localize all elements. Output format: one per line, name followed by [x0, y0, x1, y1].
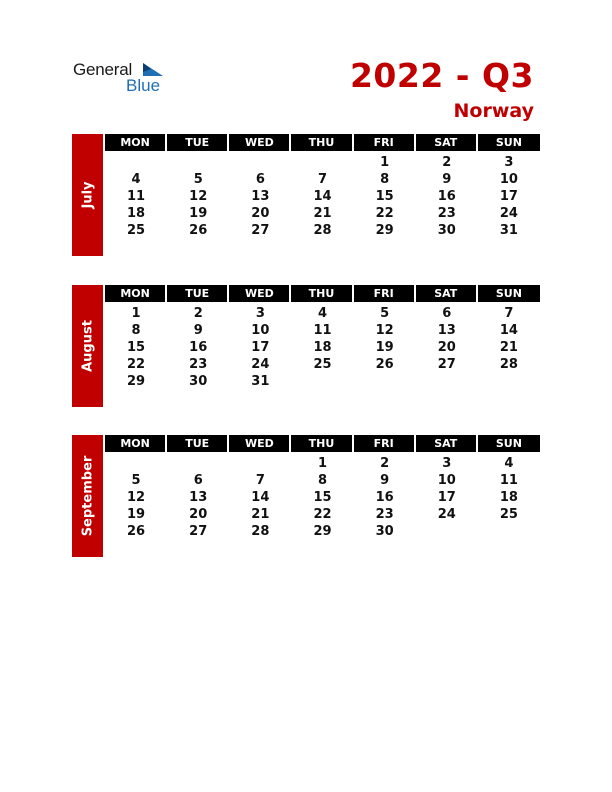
- day-cell: 16: [437, 189, 456, 204]
- day-cell: 10: [251, 323, 270, 338]
- day-cell: 25: [499, 507, 518, 522]
- day-cell: [416, 523, 478, 540]
- week-row: [105, 322, 540, 339]
- month-grid: [105, 435, 540, 540]
- day-cell: 27: [189, 524, 208, 539]
- day-cell: 24: [437, 507, 456, 522]
- day-cell: 15: [375, 189, 394, 204]
- day-cell: 22: [127, 357, 146, 372]
- day-cell: 8: [131, 323, 141, 338]
- day-cell: 26: [375, 357, 394, 372]
- weekday-header: SUN: [478, 134, 540, 151]
- week-row: [105, 455, 540, 472]
- page-subtitle: Norway: [453, 100, 534, 122]
- day-cell: 15: [313, 490, 332, 505]
- day-cell: 13: [251, 189, 270, 204]
- day-cell: 6: [442, 306, 452, 321]
- day-cell: 29: [375, 223, 394, 238]
- day-cell: 15: [127, 340, 146, 355]
- day-cell: [229, 154, 291, 171]
- day-cell: [291, 373, 353, 390]
- day-cell: 13: [189, 490, 208, 505]
- day-cell: 27: [251, 223, 270, 238]
- day-cell: 30: [437, 223, 456, 238]
- day-cell: 13: [437, 323, 456, 338]
- weekday-header: SAT: [416, 134, 476, 151]
- day-cell: 30: [375, 524, 394, 539]
- day-cell: 2: [442, 155, 452, 170]
- day-cell: 4: [504, 456, 514, 471]
- weekday-header: WED: [229, 134, 289, 151]
- day-cell: 12: [127, 490, 146, 505]
- week-row: [105, 171, 540, 188]
- weekday-header: FRI: [354, 435, 414, 452]
- day-cell: 29: [313, 524, 332, 539]
- day-cell: 24: [251, 357, 270, 372]
- month-label: September: [80, 455, 95, 537]
- day-cell: 30: [189, 374, 208, 389]
- month-label-bar: [72, 285, 103, 407]
- day-cell: 19: [189, 206, 208, 221]
- day-cell: 23: [375, 507, 394, 522]
- day-cell: 26: [127, 524, 146, 539]
- month-block-august: [72, 285, 540, 407]
- day-cell: [167, 455, 229, 472]
- day-cell: 20: [251, 206, 270, 221]
- day-cell: 5: [193, 172, 203, 187]
- week-row: [105, 373, 540, 390]
- day-cell: 23: [437, 206, 456, 221]
- day-cell: 29: [127, 374, 146, 389]
- week-row: [105, 222, 540, 239]
- weekday-header: FRI: [354, 134, 414, 151]
- day-cell: 10: [437, 473, 456, 488]
- day-cell: 9: [193, 323, 203, 338]
- day-cell: 8: [380, 172, 390, 187]
- day-cell: 21: [251, 507, 270, 522]
- month-block-september: [72, 435, 540, 557]
- day-cell: [416, 373, 478, 390]
- weeks: [105, 455, 540, 540]
- day-cell: 7: [255, 473, 265, 488]
- day-cell: 3: [442, 456, 452, 471]
- weekday-header: WED: [229, 285, 289, 302]
- day-cell: 19: [127, 507, 146, 522]
- day-cell: 6: [255, 172, 265, 187]
- day-cell: 12: [189, 189, 208, 204]
- day-cell: 28: [499, 357, 518, 372]
- weekday-header: SUN: [478, 285, 540, 302]
- day-cell: 31: [251, 374, 270, 389]
- day-cell: 11: [313, 323, 332, 338]
- day-cell: 28: [251, 524, 270, 539]
- month-grid: [105, 134, 540, 239]
- day-cell: 14: [251, 490, 270, 505]
- day-cell: 28: [313, 223, 332, 238]
- month-grid: [105, 285, 540, 390]
- day-cell: 17: [251, 340, 270, 355]
- day-cell: 14: [313, 189, 332, 204]
- day-cell: 16: [189, 340, 208, 355]
- weeks: [105, 154, 540, 239]
- day-cell: 20: [189, 507, 208, 522]
- week-row: [105, 472, 540, 489]
- week-row: [105, 305, 540, 322]
- weekday-header-row: [105, 285, 540, 302]
- week-row: [105, 356, 540, 373]
- day-cell: 4: [131, 172, 141, 187]
- day-cell: [354, 373, 416, 390]
- day-cell: 22: [313, 507, 332, 522]
- weeks: [105, 305, 540, 390]
- logo-text-general: General: [73, 60, 133, 79]
- day-cell: [105, 154, 167, 171]
- day-cell: 1: [380, 155, 390, 170]
- week-row: [105, 489, 540, 506]
- weekday-header: FRI: [354, 285, 414, 302]
- day-cell: 6: [193, 473, 203, 488]
- week-row: [105, 205, 540, 222]
- day-cell: 5: [380, 306, 390, 321]
- weekday-header-row: [105, 435, 540, 452]
- day-cell: 7: [317, 172, 328, 187]
- weekday-header: TUE: [167, 134, 227, 151]
- day-cell: 22: [375, 206, 394, 221]
- weekday-header-row: [105, 134, 540, 151]
- weekday-header: SAT: [416, 285, 476, 302]
- day-cell: 5: [131, 473, 141, 488]
- day-cell: 2: [193, 306, 203, 321]
- day-cell: 16: [375, 490, 394, 505]
- page-title: 2022 - Q3: [349, 56, 534, 95]
- month-label: July: [80, 181, 95, 209]
- day-cell: 3: [255, 306, 265, 321]
- day-cell: 17: [437, 490, 456, 505]
- week-row: [105, 339, 540, 356]
- day-cell: [105, 455, 167, 472]
- day-cell: [229, 455, 291, 472]
- month-label-bar: [72, 134, 103, 256]
- day-cell: 20: [437, 340, 456, 355]
- day-cell: 12: [375, 323, 394, 338]
- day-cell: [291, 154, 353, 171]
- day-cell: 24: [499, 206, 518, 221]
- weekday-header: TUE: [167, 435, 227, 452]
- day-cell: [478, 373, 540, 390]
- day-cell: 21: [499, 340, 518, 355]
- weekday-header: MON: [105, 285, 165, 302]
- day-cell: 31: [499, 223, 518, 238]
- weekday-header: WED: [229, 435, 289, 452]
- day-cell: 23: [189, 357, 208, 372]
- day-cell: 17: [499, 189, 518, 204]
- day-cell: 18: [499, 490, 518, 505]
- weekday-header: THU: [291, 285, 351, 302]
- weekday-header: SUN: [478, 435, 540, 452]
- day-cell: 27: [437, 357, 456, 372]
- week-row: [105, 188, 540, 205]
- day-cell: 11: [127, 189, 146, 204]
- day-cell: 25: [127, 223, 146, 238]
- week-row: [105, 154, 540, 171]
- weekday-header: THU: [291, 134, 351, 151]
- weekday-header: MON: [105, 435, 165, 452]
- month-label-bar: [72, 435, 103, 557]
- day-cell: 9: [442, 172, 452, 187]
- day-cell: [478, 523, 540, 540]
- week-row: [105, 523, 540, 540]
- logo: [73, 60, 173, 96]
- day-cell: 10: [499, 172, 518, 187]
- day-cell: 1: [131, 306, 141, 321]
- day-cell: 7: [504, 306, 514, 321]
- logo-text-blue: Blue: [126, 76, 161, 95]
- month-block-july: [72, 134, 540, 256]
- week-row: [105, 506, 540, 523]
- day-cell: 18: [313, 340, 332, 355]
- day-cell: 2: [380, 456, 390, 471]
- weekday-header: TUE: [167, 285, 227, 302]
- day-cell: 19: [375, 340, 394, 355]
- day-cell: 18: [127, 206, 146, 221]
- day-cell: [167, 154, 229, 171]
- day-cell: 3: [504, 155, 514, 170]
- weekday-header: SAT: [416, 435, 476, 452]
- day-cell: 21: [313, 206, 332, 221]
- day-cell: 26: [189, 223, 208, 238]
- day-cell: 1: [317, 456, 328, 471]
- day-cell: 14: [499, 323, 518, 338]
- day-cell: 9: [380, 473, 390, 488]
- day-cell: 8: [317, 473, 328, 488]
- month-label: August: [80, 320, 95, 372]
- day-cell: 25: [313, 357, 332, 372]
- day-cell: 11: [499, 473, 518, 488]
- weekday-header: MON: [105, 134, 165, 151]
- day-cell: 4: [317, 306, 328, 321]
- weekday-header: THU: [291, 435, 351, 452]
